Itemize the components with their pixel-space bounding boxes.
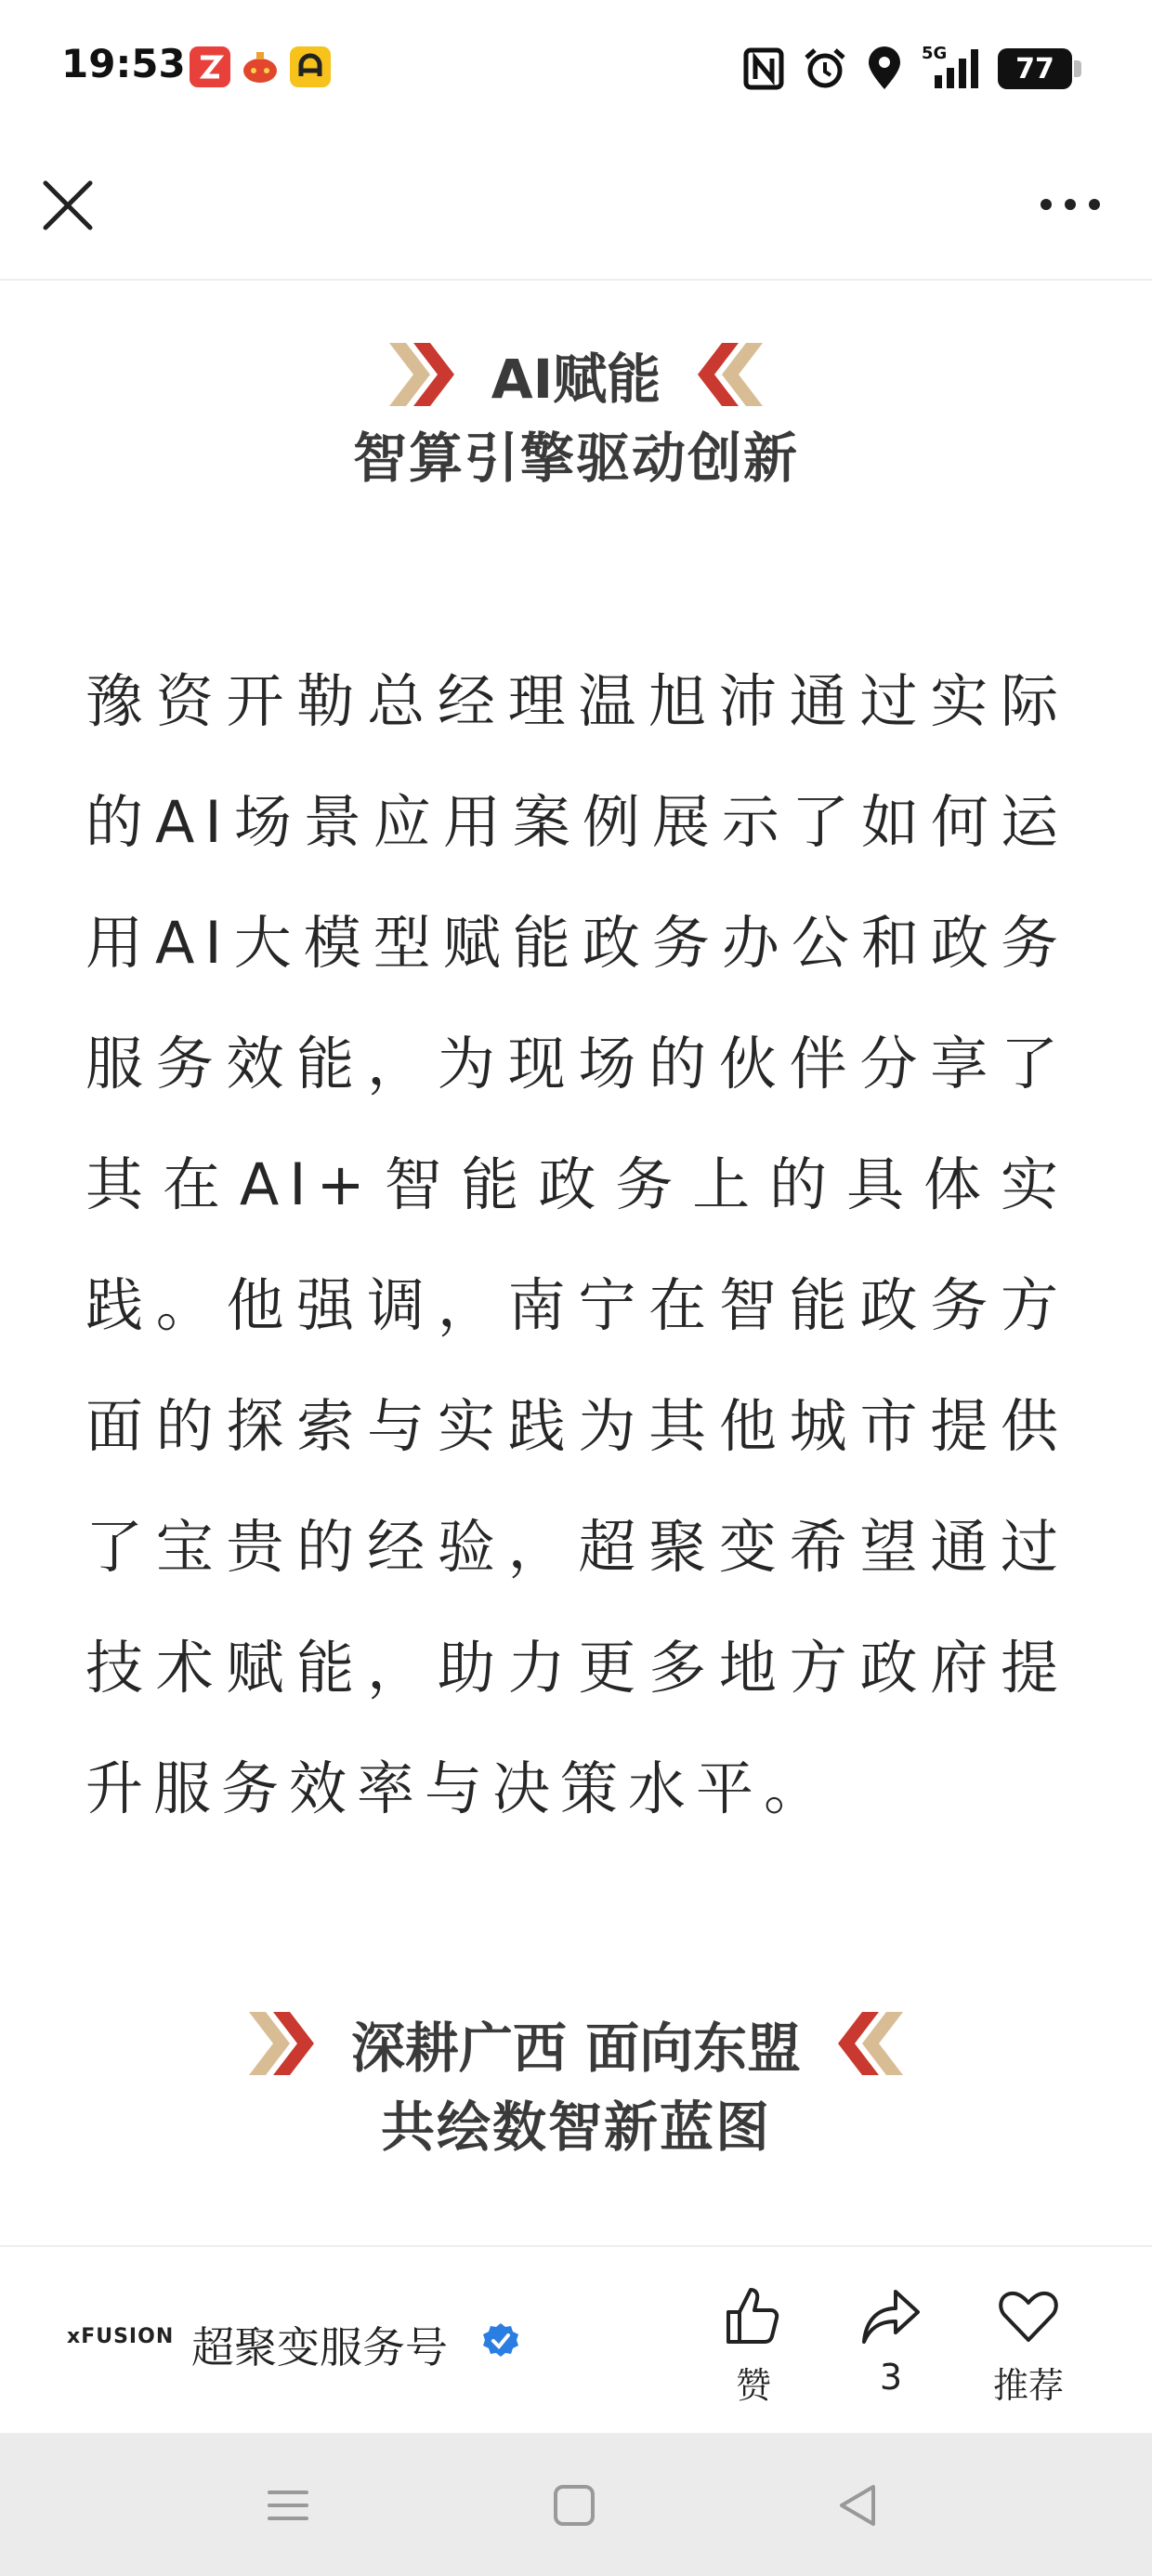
chevron-left-icon	[692, 337, 766, 412]
app-icon-lantern	[240, 46, 281, 87]
like-label: 赞	[735, 2365, 771, 2406]
recommend-button[interactable]	[977, 2284, 1080, 2408]
heart-icon	[996, 2284, 1061, 2349]
chevron-right-icon	[245, 2006, 320, 2081]
account-name[interactable]: 超聚变服务号	[191, 2322, 448, 2372]
footer-bar	[0, 2245, 1152, 2435]
status-bar	[0, 0, 1152, 139]
network-type: 5G	[922, 44, 948, 63]
share-count: 3	[879, 2357, 903, 2398]
thumbs-up-icon	[721, 2284, 786, 2349]
close-icon[interactable]	[37, 175, 98, 236]
recommend-label: 推荐	[992, 2365, 1064, 2406]
alarm-icon	[803, 46, 847, 91]
share-button[interactable]	[840, 2284, 942, 2398]
section-subtitle-1: 智算引擎驱动创新	[352, 427, 799, 490]
status-time: 19:53	[61, 41, 186, 86]
article-paragraph: 豫资开勒总经理温旭沛通过实际的AI场景应用案例展示了如何运用AI大模型赋能政务办公和政务服务效能，为现场的伙伴分享了其在AI+智能政务上的具体实践。他强调，南宁在智能政务方面的探索与实践为其他城市提供了宝贵的经验，超聚变希望通过技术赋能，助力更多地方政府提升服务效率与决策水平。	[85, 667, 1068, 1822]
account-logo[interactable]: xFUSION	[67, 2325, 175, 2348]
more-icon[interactable]	[1033, 184, 1107, 225]
app-icon-yellow	[290, 46, 331, 87]
app-icon-red	[190, 46, 230, 87]
signal-icon	[922, 44, 979, 90]
back-icon[interactable]	[832, 2479, 884, 2531]
share-icon	[858, 2284, 923, 2349]
section-title-1: AI赋能	[491, 348, 661, 411]
chevron-right-icon	[386, 337, 460, 412]
location-icon	[866, 46, 903, 91]
section-title-2: 深耕广西 面向东盟	[350, 2017, 802, 2080]
menu-icon[interactable]	[262, 2479, 314, 2531]
battery-icon	[998, 48, 1081, 89]
verified-badge-icon	[481, 2321, 520, 2360]
battery-level: 77	[998, 48, 1072, 89]
section-heading-1	[0, 333, 1152, 500]
chevron-left-icon	[832, 2006, 907, 2081]
home-icon[interactable]	[548, 2479, 600, 2531]
section-subtitle-2: 共绘数智新蓝图	[380, 2096, 771, 2159]
nfc-icon	[743, 47, 784, 90]
top-bar	[0, 139, 1152, 281]
section-heading-2	[0, 2002, 1152, 2169]
like-button[interactable]	[702, 2284, 805, 2408]
system-nav-bar	[0, 2433, 1152, 2576]
